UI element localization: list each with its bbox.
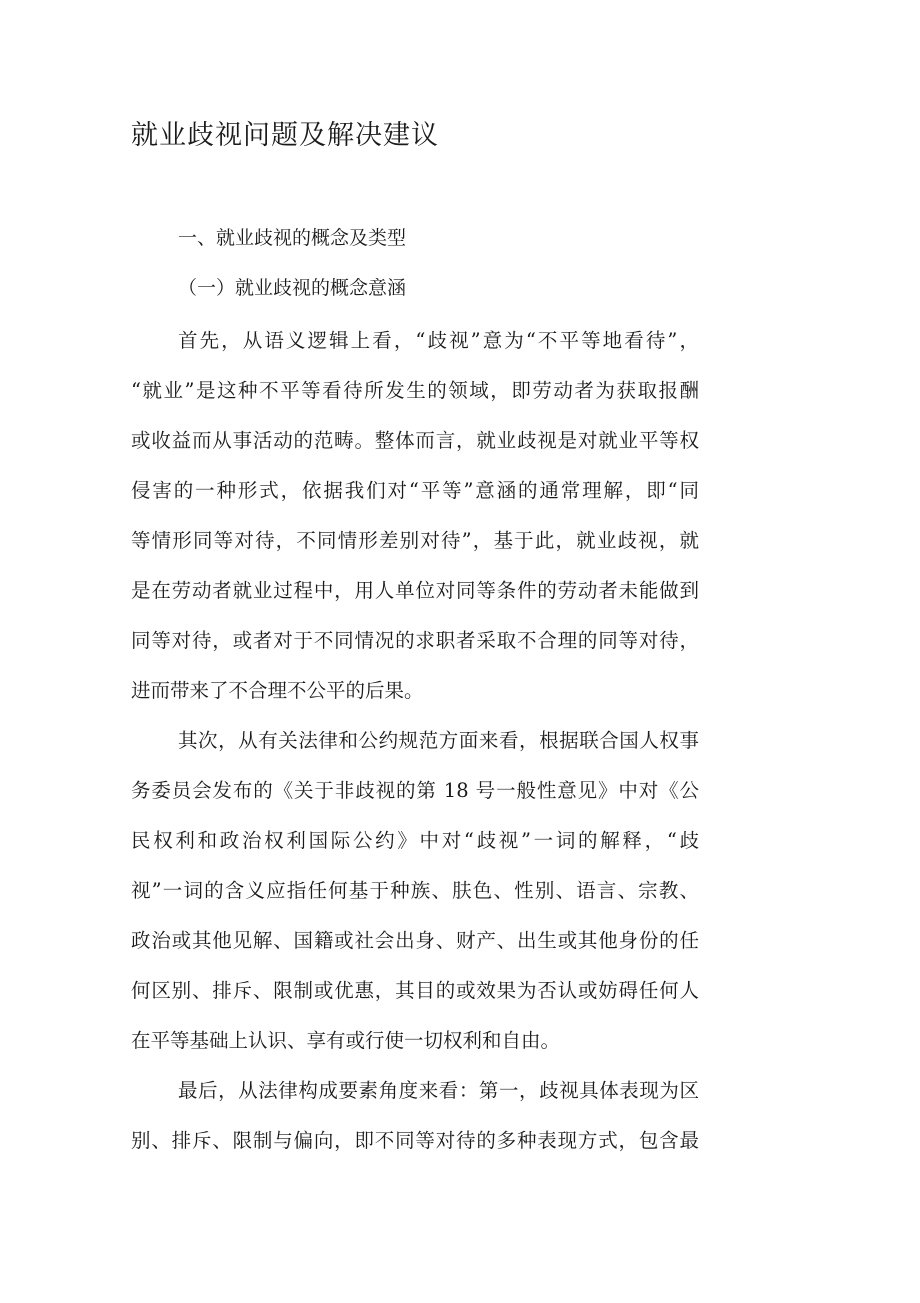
paragraph-3	[131, 1066, 699, 1166]
paragraph-2	[131, 716, 699, 1066]
section-heading: 一、就业歧视的概念及类型	[178, 227, 407, 249]
paragraph-line: 其次，从有关法律和公约规范方面来看，根据联合国人权事	[178, 729, 699, 752]
paragraph-line: 务委员会发布的《关于非歧视的第 18 号一般性意见》中对《公	[131, 779, 699, 802]
paragraph-line: 等情形同等对待，不同情形差别对待”，基于此，就业歧视，就	[131, 529, 699, 552]
paragraph-line: 政治或其他见解、国籍或社会出身、财产、出生或其他身份的任	[131, 929, 699, 952]
paragraph-line: “就业”是这种不平等看待所发生的领域，即劳动者为获取报酬	[131, 379, 699, 402]
paragraph-line: 侵害的一种形式，依据我们对“平等”意涵的通常理解，即“同	[131, 479, 699, 502]
subsection-heading: （一）就业歧视的概念意涵	[178, 277, 407, 299]
paragraph-line: 何区别、排斥、限制或优惠，其目的或效果为否认或妨碍任何人	[131, 979, 699, 1002]
document-title: 就业歧视问题及解决建议	[131, 120, 439, 151]
paragraph-line: 是在劳动者就业过程中，用人单位对同等条件的劳动者未能做到	[131, 579, 699, 602]
paragraph-line: 别、排斥、限制与偏向，即不同等对待的多种表现方式，包含最	[131, 1129, 699, 1152]
paragraph-1	[131, 316, 699, 716]
paragraph-line: 视”一词的含义应指任何基于种族、肤色、性别、语言、宗教、	[131, 879, 699, 902]
paragraph-line: 在平等基础上认识、享有或行使一切权利和自由。	[131, 1029, 561, 1052]
paragraph-line: 或收益而从事活动的范畴。整体而言，就业歧视是对就业平等权	[131, 429, 699, 452]
paragraph-line: 民权利和政治权利国际公约》中对“歧视”一词的解释，“歧	[131, 829, 699, 852]
paragraph-line: 最后，从法律构成要素角度来看：第一，歧视具体表现为区	[178, 1079, 699, 1102]
paragraph-line: 进而带来了不合理不公平的后果。	[131, 679, 424, 702]
paragraph-line: 首先，从语义逻辑上看，“歧视”意为“不平等地看待”，	[178, 329, 699, 352]
paragraph-line: 同等对待，或者对于不同情况的求职者采取不合理的同等对待，	[131, 629, 699, 652]
